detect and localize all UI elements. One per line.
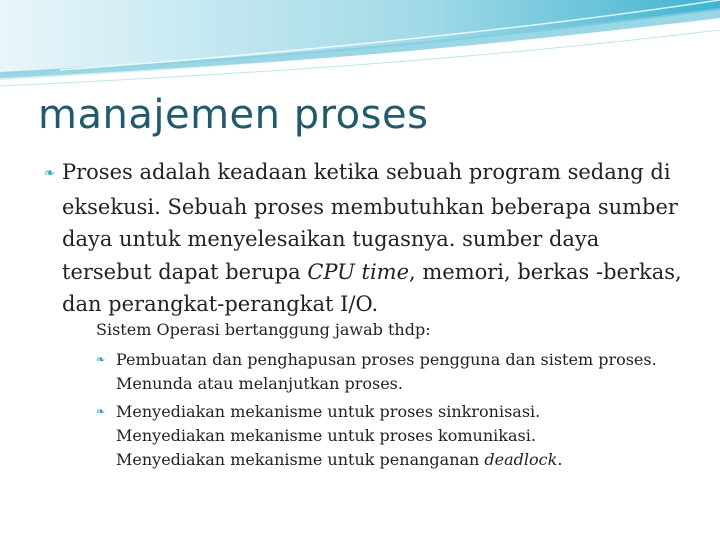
- list-item: ❧ Menyediakan mekanisme untuk proses sinkronisasi.: [96, 400, 686, 424]
- sub-list: [96, 348, 686, 472]
- list-line-last: Menyediakan mekanisme untuk penanganan deadlock.: [116, 450, 563, 469]
- slide-title: manajemen proses: [38, 92, 429, 138]
- list-item: ❧ Pembuatan dan penghapusan proses pengguna dan sistem proses. Menunda atau melanjutkan proses.: [96, 350, 657, 393]
- main-text-a: Proses adalah keadaan ketika sebuah program sedang di eksekusi. Sebuah proses membutuhkan beberapa sumber daya untuk menyelesaikan tugasnya. sumber daya tersebut dapat berupa: [62, 160, 678, 284]
- main-text-italic: CPU time: [307, 259, 410, 284]
- main-text-b: , memori, berkas -berkas, dan perangkat-perangkat I/O.: [62, 259, 682, 316]
- main-bullet: [44, 156, 694, 321]
- leaf-bullet-icon: ❧: [44, 166, 55, 181]
- leaf-bullet-icon: ❧: [96, 353, 106, 366]
- header-banner: [0, 0, 720, 90]
- sub-heading: Sistem Operasi bertanggung jawab thdp:: [96, 320, 431, 339]
- leaf-bullet-icon: ❧: [96, 405, 106, 418]
- list-line: Menyediakan mekanisme untuk proses komunikasi.: [116, 426, 536, 445]
